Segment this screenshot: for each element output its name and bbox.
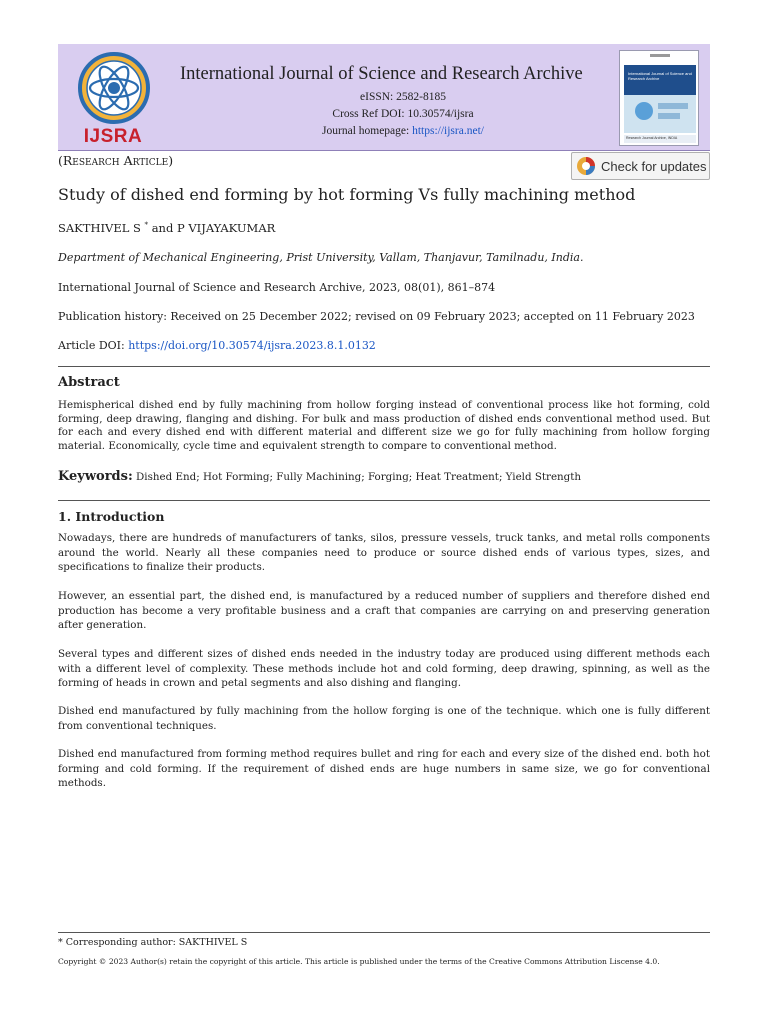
introduction-heading: 1. Introduction bbox=[58, 509, 165, 524]
eissn: eISSN: 2582-8185 bbox=[360, 91, 446, 103]
corresponding-marker: * bbox=[144, 221, 149, 230]
journal-homepage bbox=[273, 125, 533, 137]
publication-history: Publication history: Received on 25 December 2022; revised on 09 February 2023; accepted on 11 February 2023 bbox=[58, 310, 695, 323]
cover-title: International Journal of Science and Research Archive bbox=[628, 71, 692, 81]
article-title: Study of dished end forming by hot forming Vs fully machining method bbox=[58, 185, 636, 204]
article-type: (Research Article) bbox=[58, 153, 174, 168]
journal-name: International Journal of Science and Research Archive bbox=[180, 64, 583, 84]
doi-label: Article DOI: bbox=[58, 339, 129, 352]
affiliation: Department of Mechanical Engineering, Prist University, Vallam, Thanjavur, Tamilnadu, India. bbox=[58, 251, 584, 264]
intro-paragraph: Nowadays, there are hundreds of manufacturers of tanks, silos, pressure vessels, truck tanks, and metal rolls components around the world. Nearly all these companies need to produce or source dished ends of various types, sizes, and specifications to finalize their products. bbox=[58, 532, 710, 573]
keywords-label: Keywords: bbox=[58, 469, 133, 484]
check-for-updates-button[interactable] bbox=[571, 152, 710, 180]
homepage-link[interactable]: https://ijsra.net/ bbox=[412, 125, 484, 137]
check-for-updates-label: Check for updates bbox=[601, 158, 707, 174]
doi-link[interactable]: https://doi.org/10.30574/ijsra.2023.8.1.0132 bbox=[128, 339, 376, 352]
abstract-heading: Abstract bbox=[58, 375, 120, 390]
copyright-notice: Copyright © 2023 Author(s) retain the copyright of this article. This article is published under the terms of the Creative Commons Attribution Liscense 4.0. bbox=[58, 957, 660, 966]
cover-image-icon bbox=[620, 51, 699, 146]
intro-paragraph: Dished end manufactured from forming method requires bullet and ring for each and every size of the dished end. both hot forming and cold forming. If the requirement of dished ends are huge numbers in same size, we go for conventional methods. bbox=[58, 748, 710, 789]
logo-text: IJSRA bbox=[83, 126, 143, 147]
intro-paragraph: Dished end manufactured by fully machining from the hollow forging is one of the technique. which one is fully different from conventional techniques. bbox=[58, 705, 710, 732]
keywords bbox=[58, 469, 710, 484]
divider bbox=[58, 500, 710, 501]
intro-paragraph: Several types and different sizes of dished ends needed in the industry today are produced using different methods each with a different level of complexity. These methods include hot and cold forming, deep drawing, spinning, as well as the forming of heads in crown and petal segments and also dishing and flanging. bbox=[58, 648, 710, 689]
crossmark-icon bbox=[576, 156, 596, 176]
divider bbox=[58, 366, 710, 367]
author-rest: and P VIJAYAKUMAR bbox=[148, 221, 276, 235]
cover-footer: Research Journal Archive, INDIA bbox=[626, 136, 678, 140]
footnote-divider bbox=[58, 932, 710, 933]
homepage-label: Journal homepage: bbox=[322, 125, 413, 137]
corresponding-author-footnote: * Corresponding author: SAKTHIVEL S bbox=[58, 937, 248, 948]
crossref-doi: Cross Ref DOI: 10.30574/ijsra bbox=[332, 108, 474, 120]
journal-cover-thumbnail bbox=[619, 50, 699, 146]
author-first: SAKTHIVEL S bbox=[58, 221, 141, 235]
journal-header bbox=[58, 44, 710, 151]
article-doi bbox=[58, 339, 376, 352]
authors bbox=[58, 221, 275, 235]
abstract-text: Hemispherical dished end by fully machining from hollow forging instead of conventional process like hot forming, cold forming, deep drawing, flanging and dishing. For bulk and mass production of dished ends conventional method used. But for each and every dished end with different material and different size we go for fully machining from hollow forging material. Economically, cycle time and equivalent strength to compare to conventional method. bbox=[58, 399, 710, 452]
citation: International Journal of Science and Research Archive, 2023, 08(01), 861–874 bbox=[58, 281, 496, 294]
keywords-text: Dished End; Hot Forming; Fully Machining; Forging; Heat Treatment; Yield Strength bbox=[132, 471, 582, 483]
intro-paragraph: However, an essential part, the dished end, is manufactured by a reduced number of suppliers and therefore dished end production has become a very profitable business and a craft that companies are carrying on and preserving generation after generation. bbox=[58, 590, 710, 631]
